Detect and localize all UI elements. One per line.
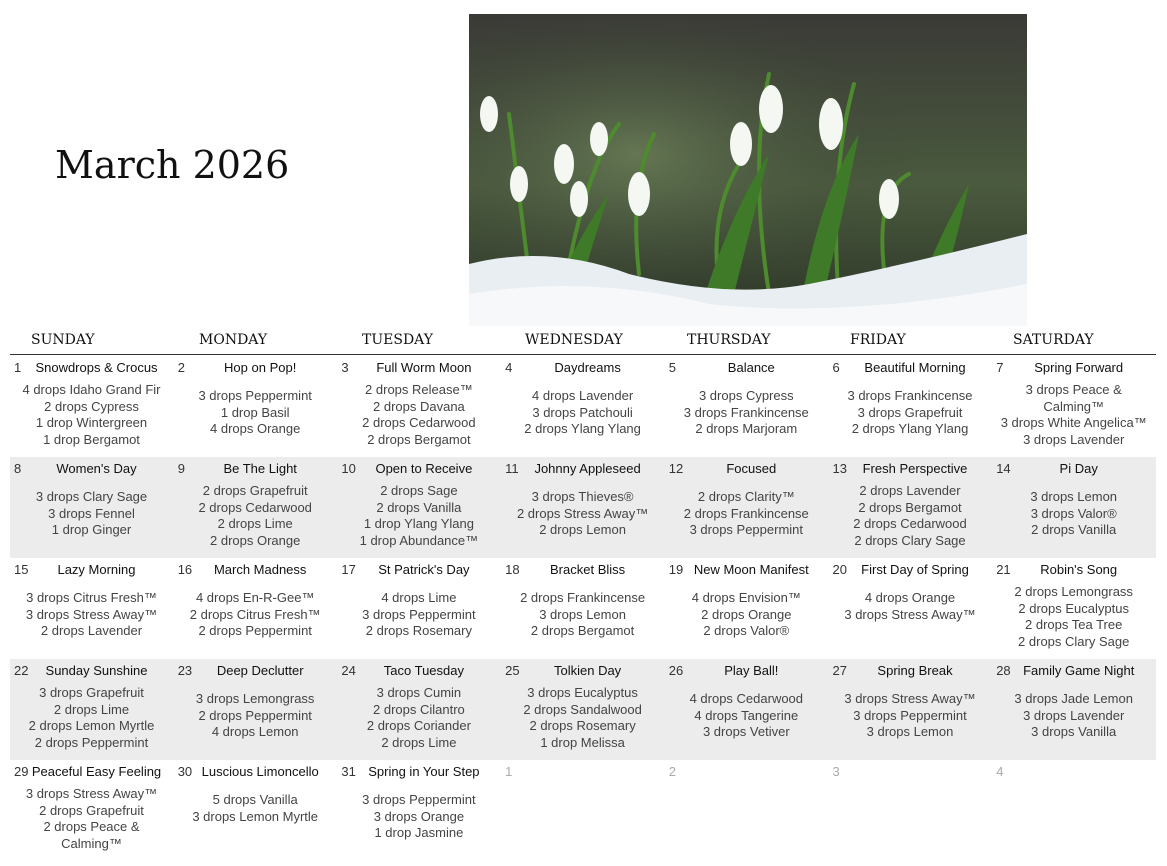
recipe-line: 2 drops Orange — [701, 606, 792, 622]
recipe-line: 3 drops White Angelica™ — [1000, 415, 1147, 430]
calendar-day — [10, 659, 173, 760]
weekday-tuesday: TUESDAY — [362, 332, 433, 348]
calendar-day — [174, 457, 337, 558]
day-number: 3 — [832, 764, 840, 779]
recipe-line: 3 drops Peppermint — [198, 388, 312, 403]
recipe-line: 2 drops Lavender — [40, 623, 143, 638]
day-number: 2 — [177, 360, 185, 375]
calendar-day — [665, 760, 828, 861]
day-theme: Taco Tuesday — [383, 663, 464, 678]
day-number: 3 — [341, 360, 349, 375]
day-number: 25 — [505, 663, 520, 678]
recipe-line: 4 drops Orange — [864, 590, 956, 605]
recipe-line: 3 drops Patchouli — [532, 404, 633, 420]
recipe-line: 3 drops Fennel — [48, 505, 135, 521]
day-number: 24 — [341, 663, 356, 678]
recipe-line: 2 drops Cedarwood — [198, 499, 312, 515]
recipe-line: 1 drop Ylang Ylang — [363, 516, 474, 531]
recipe-line: 2 drops Davana — [373, 398, 465, 414]
snowdrops-photo — [469, 14, 1027, 326]
day-theme: Spring Forward — [1034, 360, 1124, 375]
recipe-line: 2 drops Bergamot — [367, 431, 471, 447]
recipe-line: 2 drops Clary Sage — [854, 532, 966, 548]
oil-recipe — [174, 691, 337, 741]
calendar-day — [665, 457, 828, 558]
calendar-day — [665, 356, 828, 457]
recipe-line: 2 drops Lavender — [859, 483, 961, 498]
calendar-day — [501, 356, 664, 457]
recipe-line: 2 drops Sandalwood — [523, 701, 642, 717]
day-number: 14 — [996, 461, 1011, 476]
recipe-line: 2 drops Stress Away™ — [516, 505, 649, 521]
recipe-line: 3 drops Clary Sage — [35, 489, 148, 504]
day-number: 13 — [832, 461, 847, 476]
recipe-line: 1 drop Wintergreen — [35, 415, 148, 430]
recipe-line: 4 drops Lime — [381, 590, 457, 605]
day-theme: Sunday Sunshine — [45, 663, 148, 678]
recipe-line: 2 drops Release™ — [365, 382, 473, 397]
calendar-day — [992, 558, 1155, 659]
day-number: 8 — [14, 461, 22, 476]
recipe-line: 3 drops Eucalyptus — [527, 685, 638, 700]
recipe-line: 2 drops Peace & — [43, 819, 140, 834]
recipe-line: 4 drops Tangerine — [694, 707, 799, 723]
recipe-line: 3 drops Lemon — [866, 724, 954, 739]
recipe-line: 3 drops Lemongrass — [195, 691, 315, 706]
calendar-day — [337, 760, 500, 861]
day-number: 15 — [14, 562, 29, 577]
recipe-line: 2 drops Bergamot — [530, 623, 635, 638]
recipe-line: 2 drops Rosemary — [365, 623, 472, 638]
day-number: 27 — [832, 663, 847, 678]
recipe-line: 3 drops Grapefruit — [39, 685, 144, 700]
weekday-sunday: SUNDAY — [31, 332, 95, 348]
day-theme: Beautiful Morning — [864, 360, 966, 375]
oil-recipe — [10, 382, 173, 448]
recipe-line: 2 drops Lime — [53, 701, 130, 717]
recipe-line: 3 drops Peace & — [1025, 382, 1122, 397]
recipe-line: 3 drops Thieves® — [531, 489, 634, 504]
day-theme: Play Ball! — [724, 663, 779, 678]
day-number: 28 — [996, 663, 1011, 678]
calendar-day — [10, 558, 173, 659]
calendar-day — [10, 760, 173, 861]
day-theme: Hop on Pop! — [224, 360, 297, 375]
oil-recipe — [174, 483, 337, 549]
calendar-day — [992, 457, 1155, 558]
calendar-day — [10, 356, 173, 457]
recipe-line: 3 drops Lemon — [539, 606, 626, 622]
recipe-line: 4 drops Idaho Grand Fir — [22, 382, 161, 397]
day-theme: Be The Light — [223, 461, 297, 476]
calendar-day — [829, 457, 992, 558]
recipe-line: 2 drops Peppermint — [198, 707, 312, 723]
oil-recipe — [337, 792, 500, 842]
calendar-day — [337, 457, 500, 558]
recipe-line: 2 drops Grapefruit — [39, 802, 144, 818]
oil-recipe — [501, 489, 664, 539]
day-number: 23 — [177, 663, 193, 678]
day-number: 29 — [14, 764, 29, 779]
day-theme: Open to Receive — [375, 461, 473, 476]
calendar-day — [337, 659, 500, 760]
recipe-line: 2 drops Ylang Ylang — [851, 421, 969, 436]
recipe-line: 2 drops Clary Sage — [1018, 633, 1130, 649]
day-theme: Focused — [726, 461, 777, 476]
day-number: 20 — [832, 562, 847, 577]
day-number: 19 — [668, 562, 684, 577]
recipe-line: 2 drops Citrus Fresh™ — [189, 606, 321, 622]
calendar-day — [501, 558, 664, 659]
recipe-line: 1 drop Jasmine — [374, 825, 464, 840]
oil-recipe — [992, 489, 1155, 539]
recipe-line: 3 drops Frankincense — [683, 404, 809, 420]
day-number: 12 — [668, 461, 684, 476]
recipe-line: 1 drop Melissa — [540, 734, 625, 750]
calendar-day — [10, 457, 173, 558]
recipe-line: 2 drops Lemon — [539, 522, 626, 537]
oil-recipe — [501, 590, 664, 640]
day-theme: Pi Day — [1059, 461, 1098, 476]
recipe-line: 2 drops Cedarwood — [853, 516, 967, 531]
oil-recipe — [10, 786, 173, 852]
recipe-line: 1 drop Ginger — [51, 522, 132, 537]
day-number: 1 — [14, 360, 22, 375]
recipe-line: 2 drops Rosemary — [529, 718, 636, 733]
recipe-line: 3 drops Orange — [373, 808, 465, 824]
day-number: 9 — [177, 461, 185, 476]
weekday-saturday: SATURDAY — [1013, 332, 1094, 348]
day-theme: Bracket Bliss — [550, 562, 626, 577]
oil-recipe — [337, 483, 500, 549]
day-number: 22 — [14, 663, 29, 678]
day-theme: Full Worm Moon — [376, 360, 472, 375]
oil-recipe — [665, 691, 828, 741]
day-number: 26 — [668, 663, 684, 678]
oil-recipe — [992, 382, 1155, 448]
recipe-line: 3 drops Lemon Myrtle — [192, 808, 319, 824]
calendar-day — [174, 558, 337, 659]
recipe-line: 1 drop Bergamot — [43, 431, 140, 447]
oil-recipe — [501, 685, 664, 751]
day-number: 18 — [505, 562, 520, 577]
day-theme: Spring in Your Step — [368, 764, 480, 779]
calendar-day — [665, 659, 828, 760]
oil-recipe — [992, 584, 1155, 650]
recipe-line: 2 drops Clarity™ — [697, 489, 795, 504]
recipe-line: 2 drops Lime — [381, 734, 457, 750]
oil-recipe — [10, 685, 173, 751]
recipe-line: 2 drops Frankincense — [683, 505, 809, 521]
recipe-line: 3 drops Cumin — [376, 685, 462, 700]
day-number: 5 — [668, 360, 677, 375]
recipe-line: 2 drops Vanilla — [1031, 522, 1117, 537]
oil-recipe — [10, 489, 173, 539]
recipe-line: 3 drops Frankincense — [847, 388, 973, 403]
weekday-friday: FRIDAY — [850, 332, 906, 348]
weekday-wednesday: WEDNESDAY — [525, 332, 623, 348]
recipe-line: 3 drops Stress Away™ — [844, 691, 976, 706]
recipe-line: 4 drops Orange — [210, 421, 301, 436]
recipe-line: 2 drops Orange — [210, 532, 301, 548]
recipe-line: 2 drops Valor® — [703, 623, 790, 638]
calendar-day — [174, 760, 337, 861]
calendar-week — [10, 356, 1156, 457]
calendar-week — [10, 760, 1156, 861]
weekday-thursday: THURSDAY — [687, 332, 771, 348]
recipe-line: 2 drops Vanilla — [376, 499, 462, 515]
calendar-day — [174, 356, 337, 457]
calendar-week — [10, 659, 1156, 760]
recipe-line: 4 drops Lemon — [211, 724, 299, 739]
recipe-line: 3 drops Cypress — [698, 388, 794, 403]
recipe-line: 2 drops Marjoram — [695, 421, 798, 436]
recipe-line: 3 drops Peppermint — [853, 707, 967, 723]
recipe-line: 2 drops Grapefruit — [202, 483, 308, 498]
recipe-line: 2 drops Sage — [380, 483, 458, 498]
recipe-line: 2 drops Cilantro — [373, 701, 465, 717]
calendar-week — [10, 558, 1156, 659]
calendar-day — [829, 558, 992, 659]
day-number: 21 — [996, 562, 1011, 577]
oil-recipe — [10, 590, 173, 640]
oil-recipe — [665, 489, 828, 539]
day-theme: Deep Declutter — [216, 663, 304, 678]
calendar-day — [337, 356, 500, 457]
day-number: 11 — [505, 461, 519, 476]
day-number: 16 — [177, 562, 193, 577]
oil-recipe — [174, 792, 337, 825]
day-theme: Spring Break — [877, 663, 953, 678]
day-theme: Family Game Night — [1023, 663, 1135, 678]
day-theme: Snowdrops & Crocus — [35, 360, 158, 375]
recipe-line: 2 drops Peppermint — [34, 734, 149, 750]
recipe-line: 2 drops Tea Tree — [1025, 617, 1123, 632]
oil-recipe — [829, 388, 992, 438]
oil-recipe — [665, 388, 828, 438]
calendar-day — [337, 558, 500, 659]
oil-recipe — [174, 590, 337, 640]
recipe-line: 4 drops Envision™ — [691, 590, 801, 605]
recipe-line: 2 drops Coriander — [366, 718, 471, 733]
calendar-day — [829, 659, 992, 760]
day-number: 17 — [341, 562, 356, 577]
recipe-line: 4 drops En-R-Gee™ — [195, 590, 315, 605]
day-number: 2 — [668, 764, 677, 779]
recipe-line: 3 drops Grapefruit — [857, 404, 963, 420]
calendar-day — [501, 760, 664, 861]
recipe-line: 3 drops Stress Away™ — [25, 786, 158, 801]
day-number: 7 — [996, 360, 1004, 375]
day-number: 1 — [505, 764, 513, 779]
calendar-day — [501, 659, 664, 760]
day-theme: Daydreams — [554, 360, 621, 375]
recipe-line: 3 drops Vanilla — [1031, 724, 1117, 739]
recipe-line: 3 drops Citrus Fresh™ — [26, 590, 157, 605]
calendar-day — [665, 558, 828, 659]
recipe-line: 3 drops Stress Away™ — [844, 606, 976, 622]
day-theme: St Patrick's Day — [378, 562, 470, 577]
recipe-line: 4 drops Lavender — [532, 388, 634, 403]
recipe-line: 2 drops Cypress — [44, 398, 139, 414]
oil-recipe — [501, 388, 664, 438]
recipe-line: 2 drops Cedarwood — [362, 415, 476, 430]
oil-recipe — [337, 382, 500, 448]
recipe-line: 4 drops Cedarwood — [689, 691, 804, 706]
weekday-monday: MONDAY — [199, 332, 268, 348]
day-theme: Tolkien Day — [553, 663, 622, 678]
day-theme: March Madness — [213, 562, 307, 577]
day-theme: Women's Day — [56, 461, 137, 476]
oil-recipe — [174, 388, 337, 438]
oil-recipe — [337, 590, 500, 640]
calendar-day — [992, 659, 1155, 760]
oil-recipe — [337, 685, 500, 751]
recipe-line: Calming™ — [61, 835, 122, 851]
day-theme: First Day of Spring — [861, 562, 969, 577]
recipe-line: 3 drops Peppermint — [362, 792, 476, 807]
header-divider — [10, 354, 1156, 355]
day-number: 6 — [832, 360, 840, 375]
recipe-line: 3 drops Lavender — [1023, 431, 1125, 447]
calendar-title: March 2026 — [55, 143, 290, 187]
day-number: 4 — [505, 360, 513, 375]
recipe-line: 3 drops Vetiver — [702, 724, 790, 739]
recipe-line: 3 drops Stress Away™ — [25, 606, 158, 622]
day-theme: New Moon Manifest — [693, 562, 809, 577]
recipe-line: 5 drops Vanilla — [212, 792, 298, 807]
day-theme: Johnny Appleseed — [534, 461, 641, 476]
recipe-line: 1 drop Abundance™ — [359, 532, 479, 548]
oil-recipe — [829, 483, 992, 549]
calendar-day — [829, 760, 992, 861]
recipe-line: 2 drops Peppermint — [198, 623, 312, 638]
recipe-line: 2 drops Lemon Myrtle — [28, 718, 155, 733]
weekday-header — [0, 332, 1167, 352]
day-theme: Fresh Perspective — [862, 461, 968, 476]
calendar-day — [992, 760, 1155, 861]
day-theme: Luscious Limoncello — [201, 764, 319, 779]
recipe-line: 2 drops Eucalyptus — [1018, 600, 1129, 616]
day-number: 10 — [341, 461, 356, 476]
day-theme: Lazy Morning — [57, 562, 136, 577]
calendar-day — [501, 457, 664, 558]
day-theme: Robin's Song — [1040, 562, 1118, 577]
calendar-week — [10, 457, 1156, 558]
recipe-line: 3 drops Peppermint — [362, 606, 476, 622]
day-theme: Peaceful Easy Feeling — [31, 764, 162, 779]
recipe-line: 2 drops Frankincense — [520, 590, 646, 605]
calendar-day — [992, 356, 1155, 457]
day-number: 31 — [341, 764, 356, 779]
day-number: 4 — [996, 764, 1004, 779]
recipe-line: 3 drops Jade Lemon — [1014, 691, 1133, 706]
recipe-line: 3 drops Lemon — [1030, 489, 1118, 504]
recipe-line: 2 drops Lime — [217, 516, 293, 531]
oil-recipe — [992, 691, 1155, 741]
recipe-line: 2 drops Ylang Ylang — [524, 421, 641, 436]
oil-recipe — [829, 691, 992, 741]
recipe-line: 3 drops Peppermint — [689, 522, 804, 537]
calendar-day — [829, 356, 992, 457]
day-theme: Balance — [727, 360, 775, 375]
recipe-line: 2 drops Bergamot — [858, 499, 962, 515]
recipe-line: 3 drops Lavender — [1023, 707, 1125, 723]
calendar-day — [174, 659, 337, 760]
recipe-line: 1 drop Basil — [220, 404, 290, 420]
oil-recipe — [829, 590, 992, 623]
recipe-line: Calming™ — [1043, 398, 1105, 414]
recipe-line: 2 drops Lemongrass — [1014, 584, 1133, 599]
day-number: 30 — [177, 764, 193, 779]
oil-recipe — [665, 590, 828, 640]
recipe-line: 3 drops Valor® — [1030, 505, 1117, 521]
